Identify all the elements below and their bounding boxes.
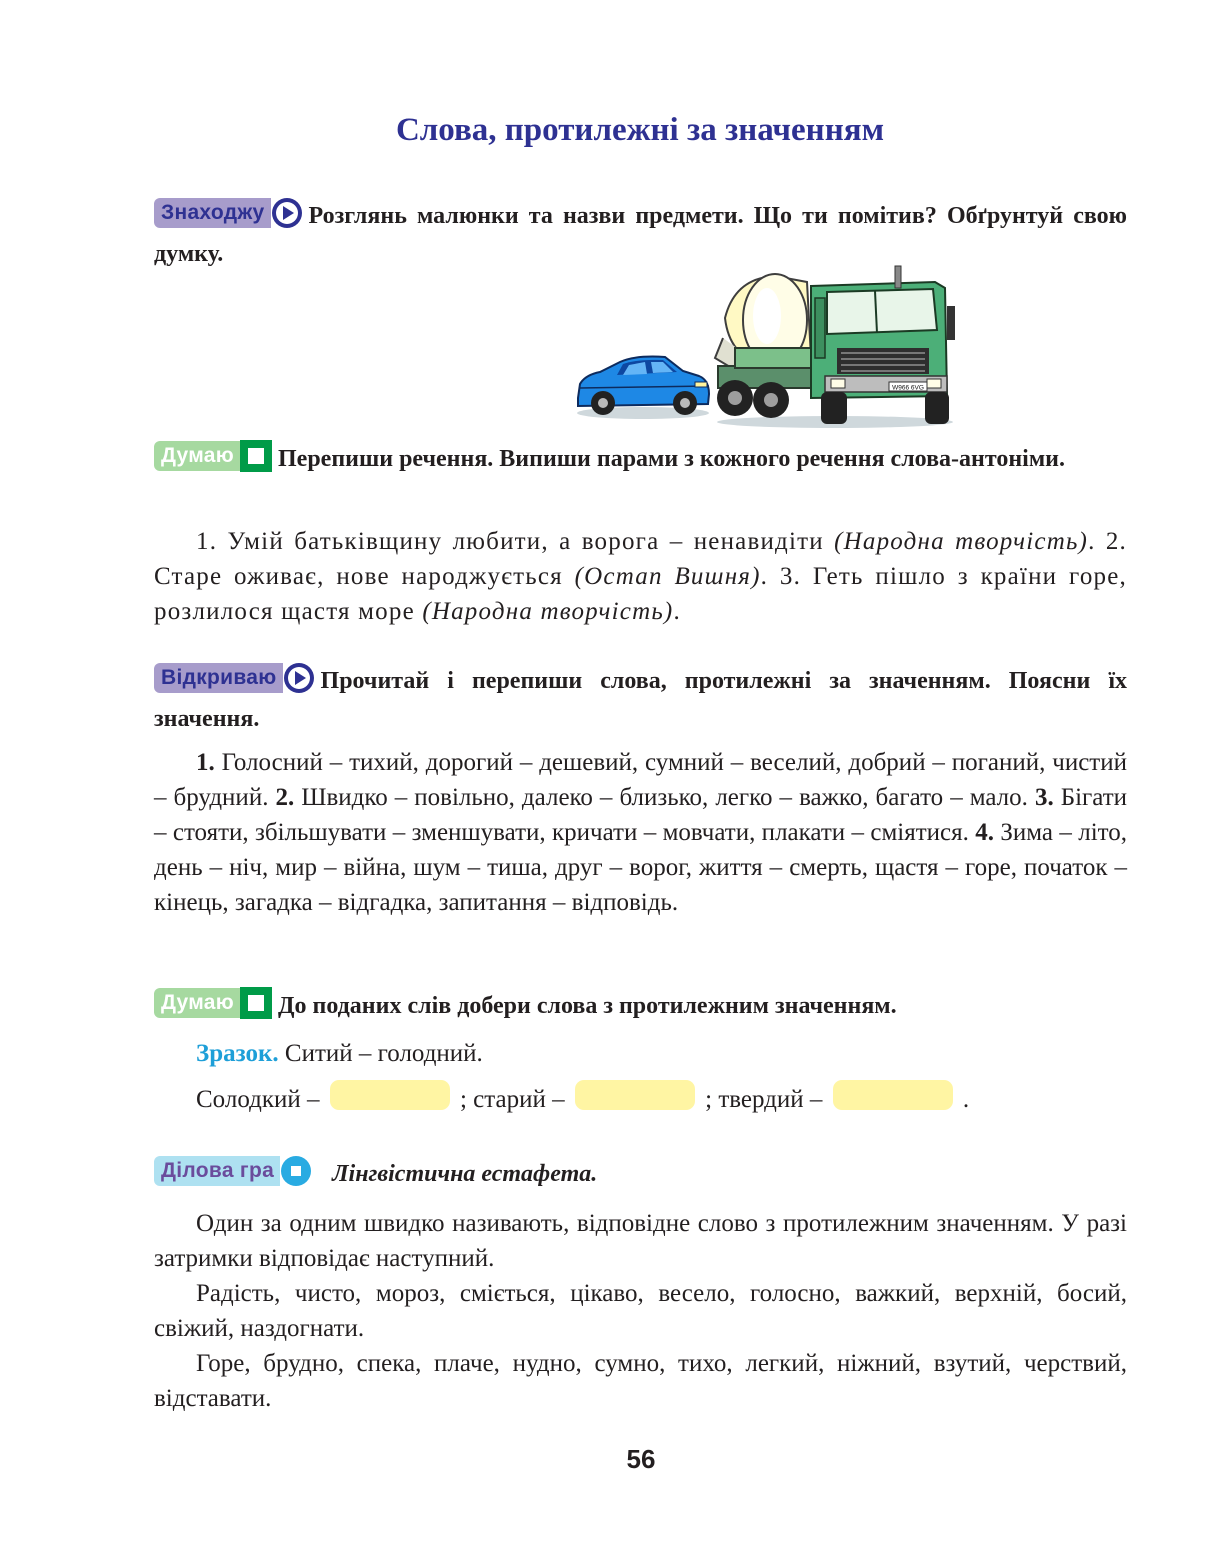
- answer-blank-3[interactable]: [833, 1080, 953, 1110]
- badge-game-label: Ділова гра: [154, 1156, 280, 1186]
- line-end: .: [956, 1086, 970, 1113]
- task-open: [154, 662, 1127, 738]
- group-4: Зима – літо, день – ніч, мир – війна, шум – тиша, друг – ворог, життя – смерть, щастя – горе, початок – кінець, загадка – відгадка, запитання – відповідь.: [154, 819, 1127, 916]
- word-list-2: [154, 1346, 1127, 1416]
- group-4-number: 4.: [975, 819, 994, 846]
- square-icon: [240, 440, 272, 472]
- truck-plate: W966 6VG: [892, 384, 924, 392]
- task-think-2: [154, 987, 1127, 1025]
- group-3-number: 3.: [1034, 784, 1054, 811]
- badge-open: [154, 662, 315, 694]
- group-1-number: 1.: [196, 749, 215, 776]
- group-1: Голосний – тихий, дорогий – дешевий, сумний – веселий, добрий – поганий, чистий – брудний.: [154, 749, 1127, 811]
- play-icon: [271, 197, 303, 229]
- sample-label: Зразок.: [196, 1040, 279, 1067]
- vehicles-illustration: [575, 258, 970, 430]
- car-image: [577, 357, 709, 419]
- word-list-2-text: Горе, брудно, спека, плаче, нудно, сумно, тихо, легкий, ніжний, взутий, черствий, відставати.: [154, 1350, 1127, 1412]
- square-icon: [240, 987, 272, 1019]
- task-think-2-heading: До поданих слів добери слова з протилежним значенням.: [278, 993, 897, 1019]
- page-number: 56: [626, 1444, 656, 1474]
- game-instructions-text: Один за одним швидко називають, відповідне слово з протилежним значенням. У разі затримки відповідає наступний.: [154, 1210, 1127, 1272]
- sentence-3-source: (Народна творчість): [422, 598, 674, 625]
- word-2: ; старий –: [453, 1086, 571, 1113]
- task-find-text: Розглянь малюнки та назви предмети. Що ти помітив? Обґрунтуй свою думку.: [154, 203, 1127, 267]
- play-icon: [283, 662, 315, 694]
- badge-find-label: Знаходжу: [154, 198, 271, 228]
- word-list-1-text: Радість, чисто, мороз, сміється, цікаво, весело, голосно, важкий, верхній, босий, свіжий, наздогнати.: [154, 1280, 1127, 1342]
- badge-think: [154, 987, 272, 1019]
- sentence-2: . 2. Старе оживає, нове народжується: [154, 528, 1127, 590]
- task-open-heading: Прочитай і перепиши слова, протилежні за значенням. Поясни їх значення.: [154, 668, 1127, 732]
- word-3: ; твердий –: [698, 1086, 829, 1113]
- task-game-heading: Лінгвістична естафета.: [332, 1161, 598, 1187]
- badge-open-label: Відкриваю: [154, 663, 283, 693]
- sentence-2-source: (Остап Вишня): [574, 563, 761, 590]
- badge-find: [154, 197, 303, 229]
- group-2: Швидко – повільно, далеко – близько, легко – важко, багато – мало.: [294, 784, 1035, 811]
- fill-in-line: [196, 1082, 1096, 1117]
- page-title: Слова, протилежні за значенням: [395, 112, 885, 148]
- badge-think-label: Думаю: [154, 988, 240, 1018]
- task-think-1-heading: Перепиши речення. Випиши парами з кожного речення слова-антоніми.: [278, 446, 1065, 472]
- sentence-1-source: (Народна творчість): [834, 528, 1089, 555]
- group-2-number: 2.: [275, 784, 295, 811]
- task-game: [154, 1155, 1127, 1193]
- sentence-end: .: [673, 598, 681, 625]
- answer-blank-1[interactable]: [330, 1080, 450, 1110]
- word-list-1: [154, 1276, 1127, 1346]
- truck-image: [715, 266, 955, 428]
- word-1: Солодкий –: [196, 1086, 326, 1113]
- badge-game: [154, 1155, 312, 1187]
- game-instructions: [154, 1206, 1127, 1276]
- answer-blank-2[interactable]: [575, 1080, 695, 1110]
- group-3: Бігати – стояти, збільшувати – зменшувати, кричати – мовчати, плакати – сміятися.: [154, 784, 1128, 846]
- antonym-list: [154, 745, 1127, 920]
- sample-text: Ситий – голодний.: [278, 1040, 483, 1067]
- badge-think-label: Думаю: [154, 441, 240, 471]
- sentence-3: . 3. Геть пішло з країни горе, розлилося щастя море: [154, 563, 1127, 625]
- task-think-1: [154, 440, 1127, 478]
- badge-think: [154, 440, 272, 472]
- sample-line: [196, 1036, 1096, 1071]
- task-think-1-sentences: [154, 524, 1127, 629]
- dot-icon: [280, 1155, 312, 1187]
- sentence-1: 1. Умій батьківщину любити, а ворога – ненавидіти: [196, 528, 835, 555]
